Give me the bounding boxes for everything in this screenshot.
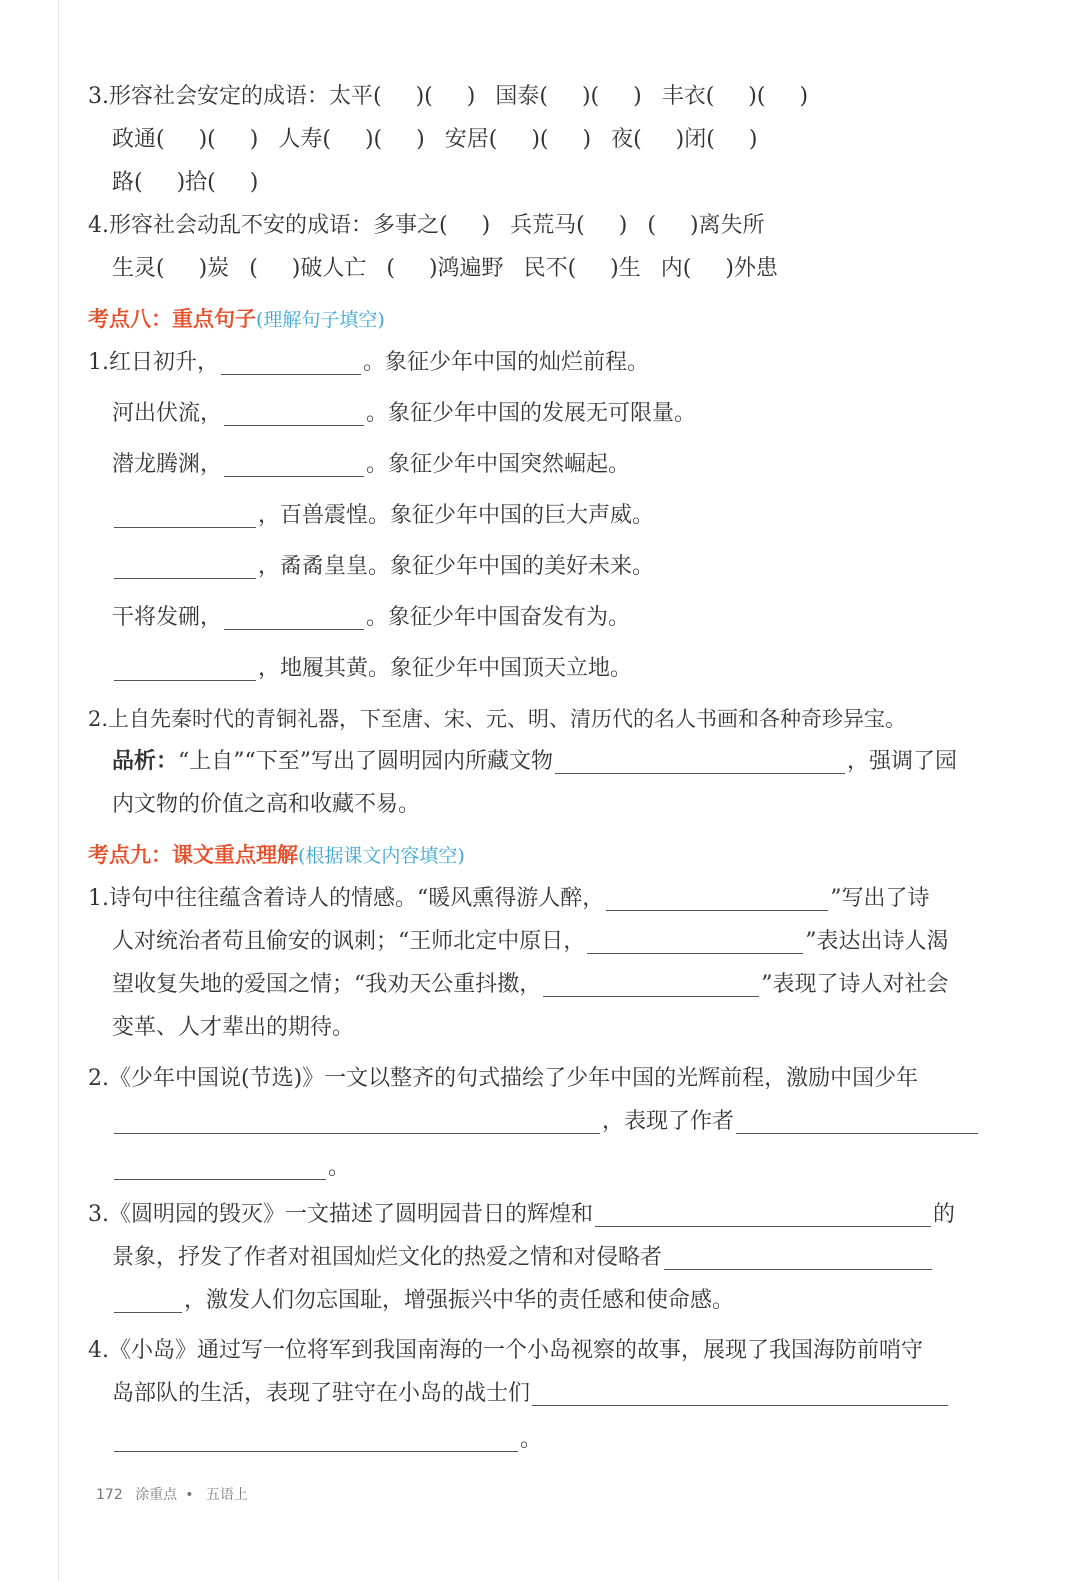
s8-q1-row-1: 1.红日初升， 。象征少年中国的灿烂前程。: [88, 350, 650, 375]
footer-subject: 五语上: [205, 1487, 248, 1503]
answer-blank[interactable]: [114, 1427, 518, 1452]
s9-q1-line-1: 1.诗句中往往蕴含着诗人的情感。“暖风熏得游人醉， ”写出了诗: [88, 886, 930, 911]
s8-q1-row-6: 干将发硎， 。象征少年中国奋发有为。: [112, 605, 631, 630]
s9-q2-line-2: ，表现了作者: [112, 1107, 984, 1137]
q3-line-1: 3.形容社会安定的成语：太平( )( ) 国泰( )( ) 丰衣( )( ): [88, 84, 809, 109]
page-margin-rule: [58, 0, 59, 1581]
s8-q1-row-7: ，地履其黄。象征少年中国顶天立地。: [112, 654, 984, 684]
book-title: 涂重点: [135, 1487, 178, 1503]
s9-q4-line-2: 岛部队的生活，表现了驻守在小岛的战士们: [112, 1379, 984, 1409]
answer-blank[interactable]: [664, 1245, 932, 1270]
answer-blank[interactable]: [114, 503, 256, 528]
answer-blank[interactable]: [114, 1155, 326, 1180]
answer-blank[interactable]: [595, 1202, 931, 1227]
answer-blank[interactable]: [114, 1288, 182, 1313]
section-8-heading: 考点八：重点句子(理解句子填空): [88, 307, 385, 331]
s8-q2-line-2: 品析：“上自”“下至”写出了圆明园内所藏文物 ，强调了园: [112, 749, 958, 774]
q3-line-2: 政通( )( ) 人寿( )( ) 安居( )( ) 夜( )闭( ): [112, 127, 758, 152]
s9-q3-line-3: ，激发人们勿忘国耻，增强振兴中华的责任感和使命感。: [112, 1286, 984, 1316]
s9-q4-line-3: 。: [112, 1425, 984, 1455]
s9-q3-line-1: 3.《圆明园的毁灭》一文描述了圆明园昔日的辉煌和 的: [88, 1202, 956, 1227]
answer-blank[interactable]: [587, 929, 803, 954]
answer-blank[interactable]: [543, 972, 759, 997]
footer-dot: •: [185, 1487, 194, 1503]
s9-q1-line-2: 人对统治者苟且偷安的讽刺；“王师北定中原日， ”表达出诗人渴: [112, 929, 949, 954]
answer-blank[interactable]: [221, 350, 361, 375]
s9-q3-line-2: 景象，抒发了作者对祖国灿烂文化的热爱之情和对侵略者: [112, 1243, 984, 1273]
answer-blank[interactable]: [114, 656, 256, 681]
s9-q1-line-4: 变革、人才辈出的期待。: [112, 1015, 355, 1040]
answer-blank[interactable]: [114, 554, 256, 579]
answer-blank[interactable]: [555, 749, 845, 774]
s8-q1-row-2: 河出伏流， 。象征少年中国的发展无可限量。: [112, 401, 697, 426]
s9-q4-line-1: 4.《小岛》通过写一位将军到我国南海的一个小岛视察的故事，展现了我国海防前哨守: [88, 1338, 923, 1363]
section-9-heading: 考点九：课文重点理解(根据课文内容填空): [88, 843, 465, 867]
answer-blank[interactable]: [606, 886, 828, 911]
answer-blank[interactable]: [224, 605, 364, 630]
page-footer: [96, 1484, 256, 1504]
s9-q2-line-1: 2.《少年中国说(节选)》一文以整齐的句式描绘了少年中国的光辉前程，激励中国少年: [88, 1066, 919, 1091]
page-number: 172: [96, 1487, 123, 1503]
answer-blank[interactable]: [224, 401, 364, 426]
answer-blank[interactable]: [114, 1109, 600, 1134]
q4-line-1: 4.形容社会动乱不安的成语：多事之( ) 兵荒马( ) ( )离失所: [88, 213, 765, 238]
s8-q1-row-3: 潜龙腾渊， 。象征少年中国突然崛起。: [112, 452, 631, 477]
s8-q1-row-5: ，矞矞皇皇。象征少年中国的美好未来。: [112, 552, 984, 582]
q4-line-2: 生灵( )炭 ( )破人亡 ( )鸿遍野 民不( )生 内( )外患: [112, 256, 778, 281]
answer-blank[interactable]: [532, 1381, 948, 1406]
q3-line-3: 路( )拾( ): [112, 170, 259, 195]
answer-blank[interactable]: [736, 1109, 978, 1134]
s8-q2-line-1: 2.上自先秦时代的青铜礼器，下至唐、宋、元、明、清历代的名人书画和各种奇珍异宝。: [88, 707, 907, 731]
s9-q1-line-3: 望收复失地的爱国之情；“我劝天公重抖擞， ”表现了诗人对社会: [112, 972, 949, 997]
s9-q2-line-3: 。: [112, 1153, 984, 1183]
answer-blank[interactable]: [224, 452, 364, 477]
s8-q2-line-3: 内文物的价值之高和收藏不易。: [112, 792, 421, 817]
s8-q1-row-4: ，百兽震惶。象征少年中国的巨大声威。: [112, 501, 984, 531]
